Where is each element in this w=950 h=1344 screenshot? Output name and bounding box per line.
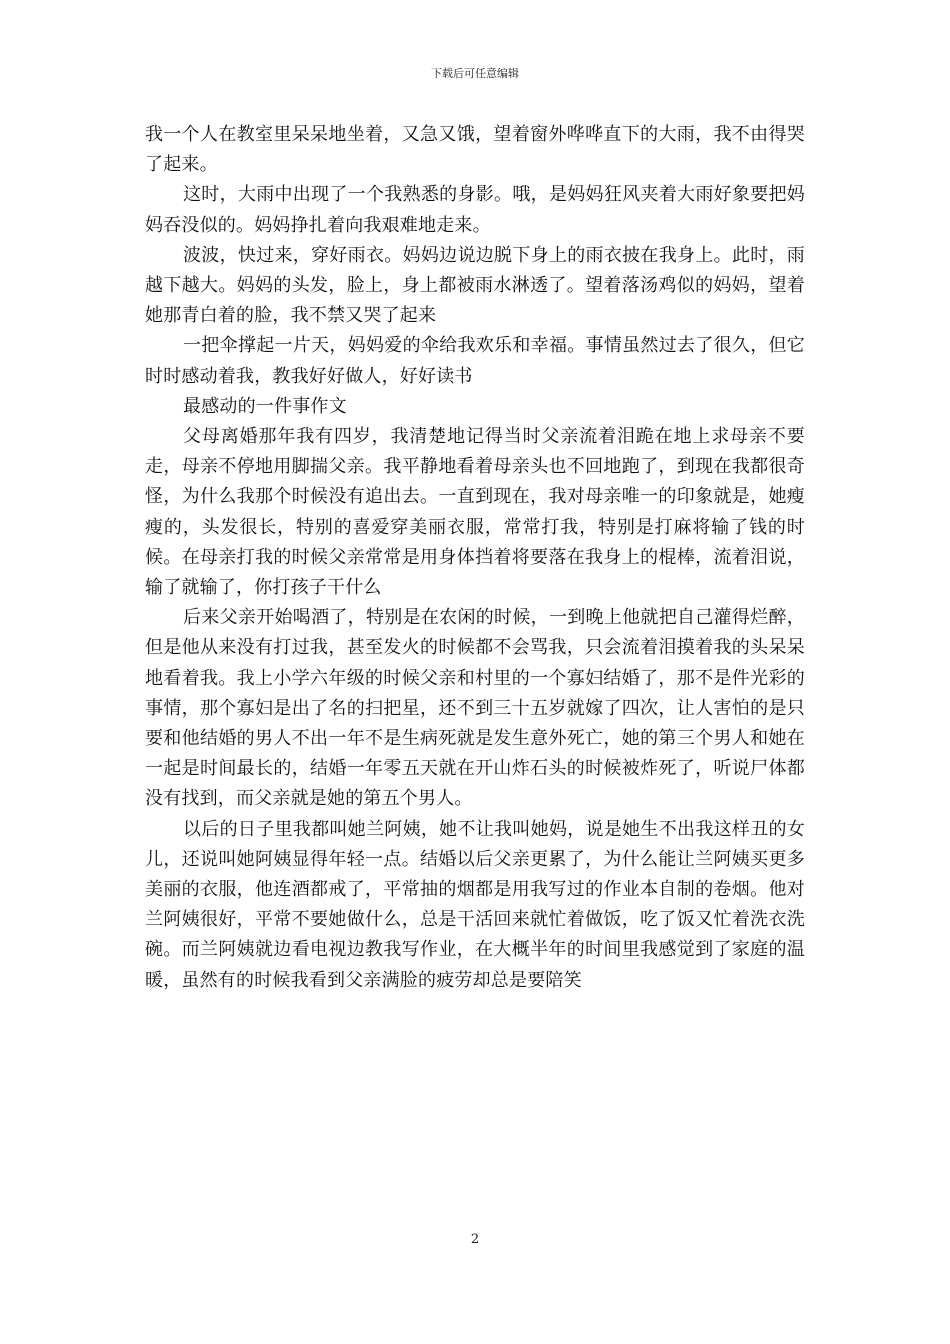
paragraph: 后来父亲开始喝酒了，特别是在农闲的时候，一到晚上他就把自己灌得烂醉，但是他从来没有打过我，甚至发火的时候都不会骂我，只会流着泪摸着我的头呆呆地看着我。我上小学六年级的时候父亲和村里的一个寡妇结婚了，那不是件光彩的事情，那个寡妇是出了名的扫把星，还不到三十五岁就嫁了四次，让人害怕的是只要和他结婚的男人不出一年不是生病死就是发生意外死亡，她的第三个男人和她在一起是时间最长的，结婚一年零五天就在开山炸石头的时候被炸死了，听说尸体都没有找到，而父亲就是她的第五个男人。 — [145, 607, 805, 810]
paragraph: 父母离婚那年我有四岁，我清楚地记得当时父亲流着泪跪在地上求母亲不要走，母亲不停地用脚揣父亲。我平静地看着母亲头也不回地跑了，到现在我都很奇怪，为什么我那个时候没有追出去。一直到现在，我对母亲唯一的印象就是，她瘦瘦的，头发很长，特别的喜爱穿美丽衣服，常常打我，特别是打麻将输了钱的时候。在母亲打我的时候父亲常常是用身体挡着将要落在我身上的棍棒，流着泪说，输了就输了，你打孩子干什么 — [145, 426, 805, 599]
paragraph: 以后的日子里我都叫她兰阿姨，她不让我叫她妈，说是她生不出我这样丑的女儿，还说叫她阿姨显得年轻一点。结婚以后父亲更累了，为什么能让兰阿姨买更多美丽的衣服，他连酒都戒了，平常抽的烟都是用我写过的作业本自制的卷烟。他对兰阿姨很好，平常不要她做什么，总是干活回来就忙着做饭，吃了饭又忙着洗衣洗碗。而兰阿姨就边看电视边教我写作业，在大概半年的时间里我感觉到了家庭的温暖，虽然有的时候我看到父亲满脸的疲劳却总是要陪笑 — [145, 818, 805, 991]
paragraph: 我一个人在教室里呆呆地坐着，又急又饿，望着窗外哗哗直下的大雨，我不由得哭了起来。 — [145, 124, 805, 176]
document-body — [145, 120, 805, 996]
page-number: 2 — [470, 1232, 480, 1247]
page-header: 下载后可任意编辑 — [431, 67, 519, 80]
section-title: 最感动的一件事作文 — [183, 395, 347, 417]
paragraph: 一把伞撑起一片天，妈妈爱的伞给我欢乐和幸福。事情虽然过去了很久，但它时时感动着我，教我好好做人，好好读书 — [145, 335, 805, 387]
paragraph: 波波，快过来，穿好雨衣。妈妈边说边脱下身上的雨衣披在我身上。此时，雨越下越大。妈妈的头发，脸上，身上都被雨水淋透了。望着落汤鸡似的妈妈，望着她那青白着的脸，我不禁又哭了起来 — [145, 244, 805, 327]
paragraph: 这时，大雨中出现了一个我熟悉的身影。哦，是妈妈狂风夹着大雨好象要把妈妈吞没似的。妈妈挣扎着向我艰难地走来。 — [145, 184, 805, 236]
